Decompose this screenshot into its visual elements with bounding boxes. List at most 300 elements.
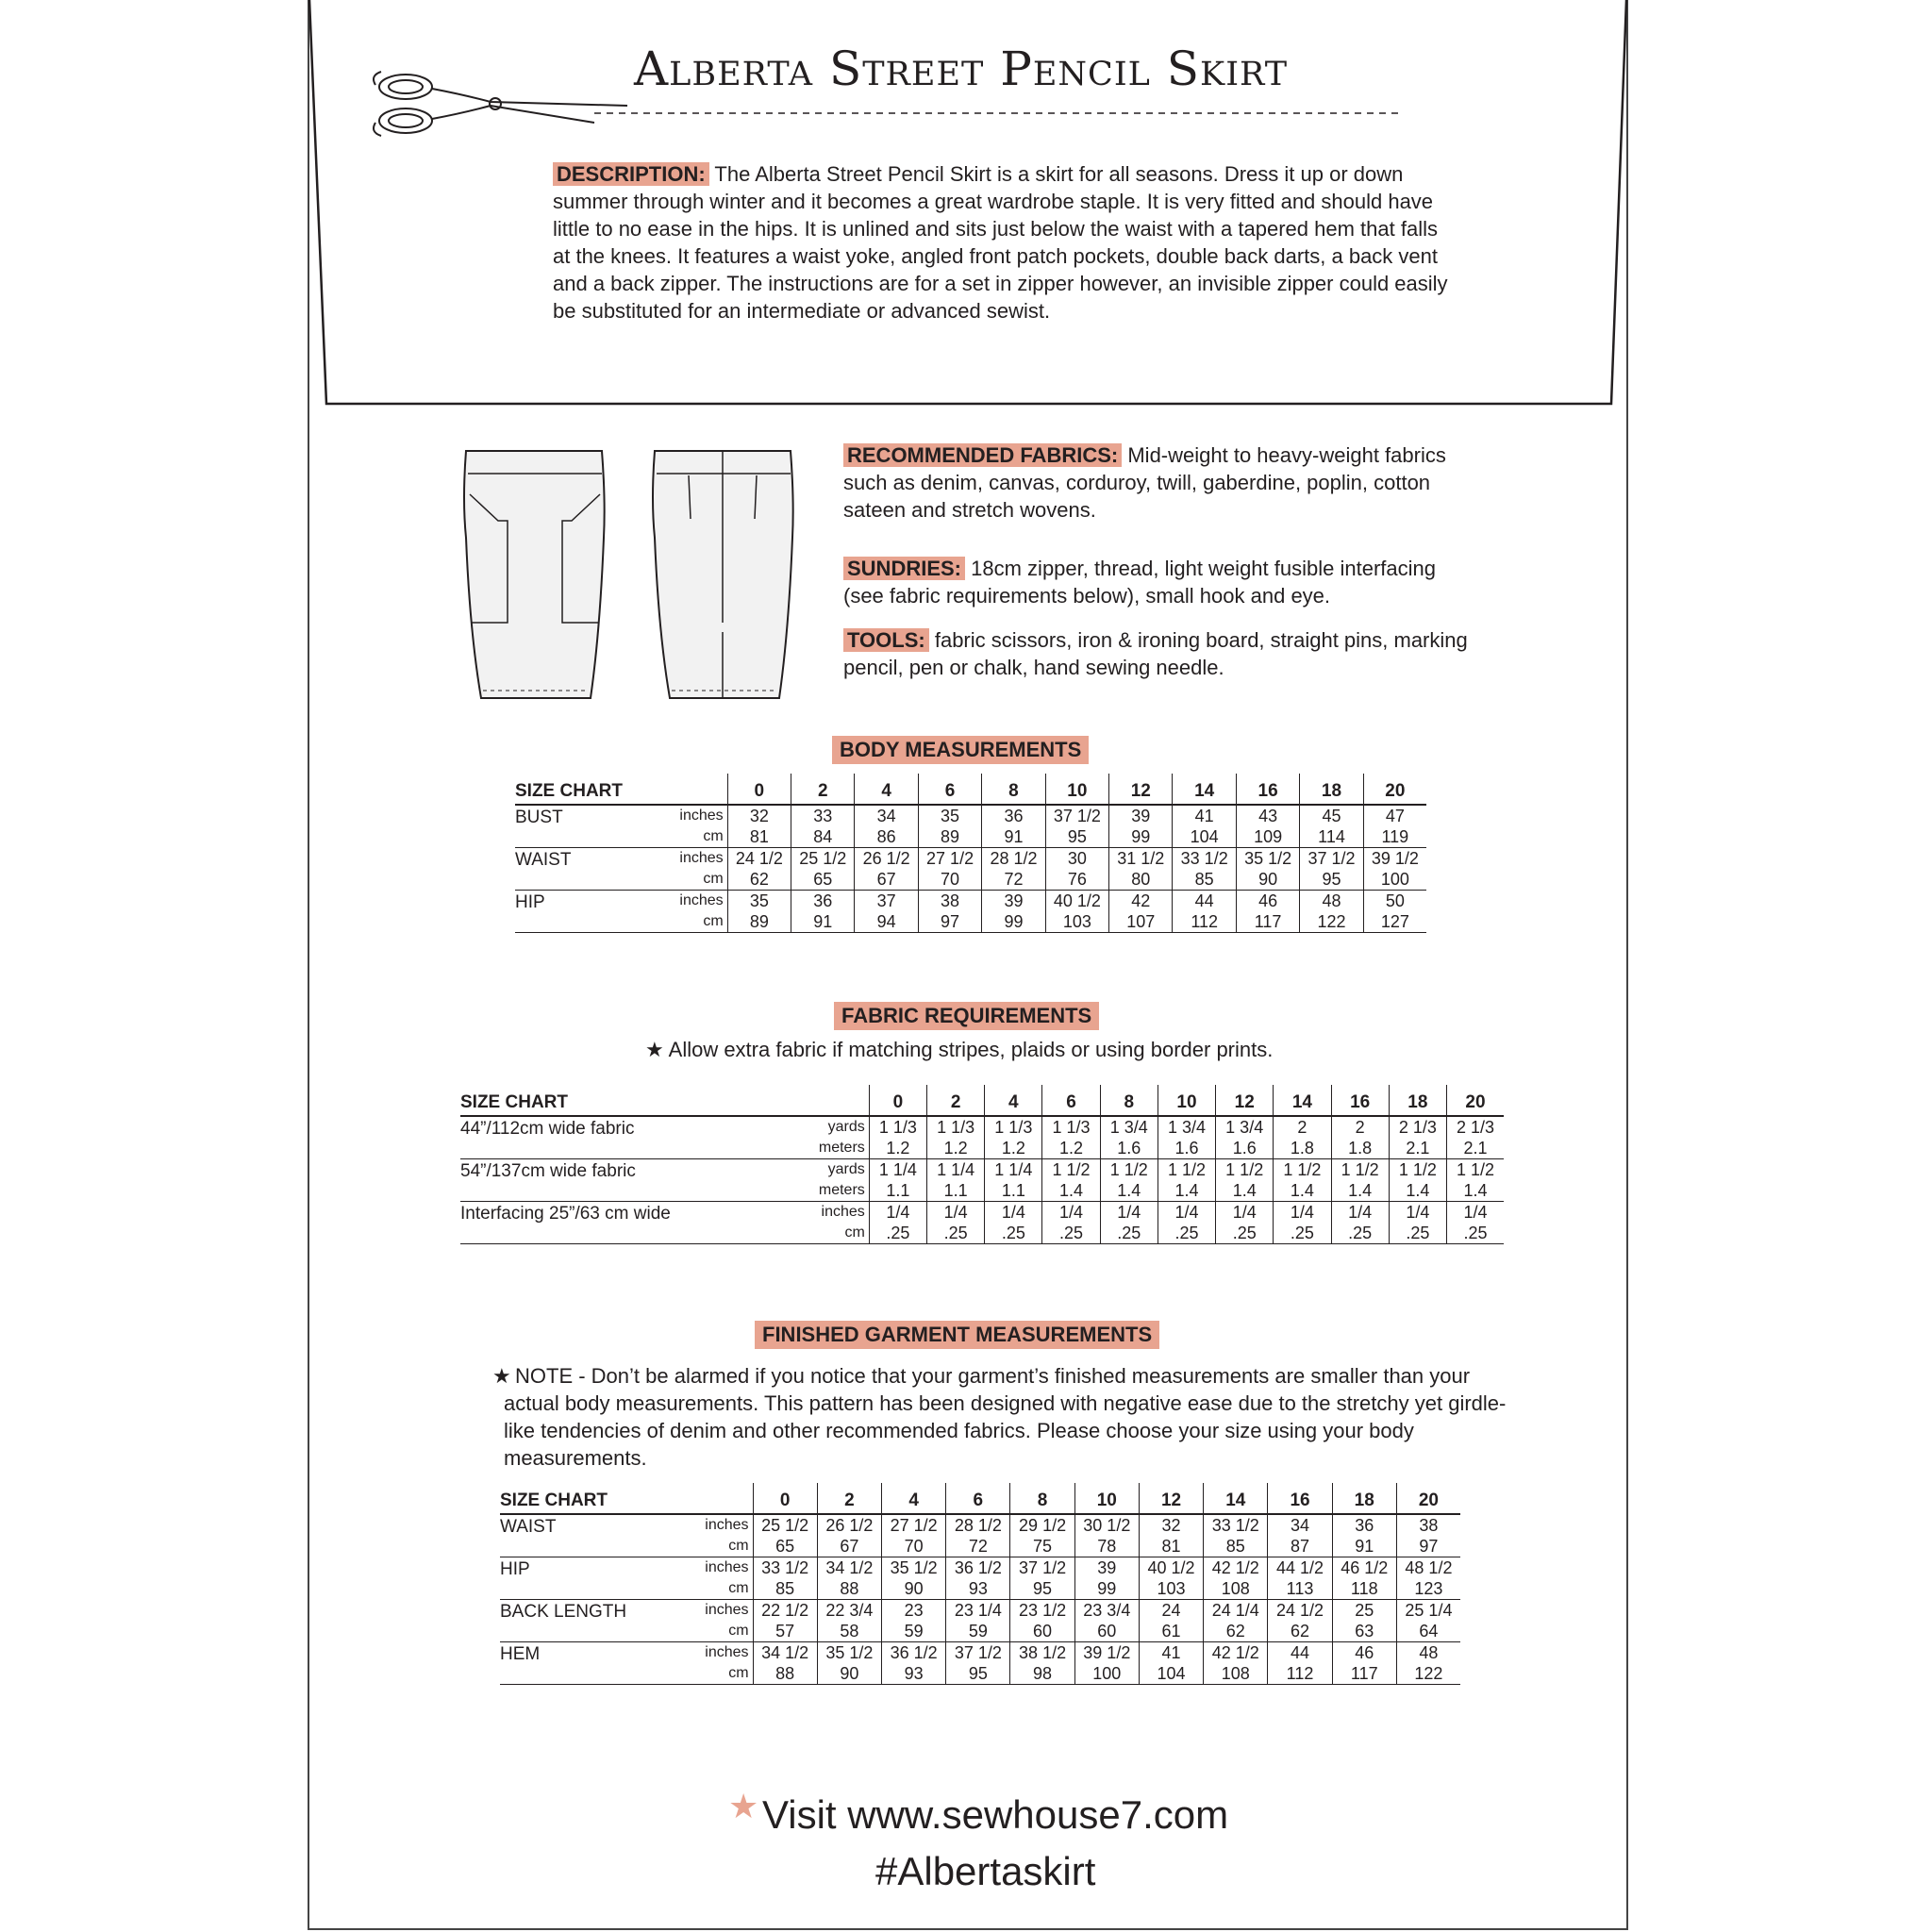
value-primary: 44 bbox=[1290, 1643, 1310, 1662]
unit-label: cm bbox=[728, 1665, 749, 1681]
measurement-cell bbox=[1389, 1202, 1446, 1244]
measurement-cell bbox=[1204, 1514, 1268, 1557]
measurement-cell bbox=[727, 848, 791, 891]
value-primary: 39 bbox=[1131, 807, 1151, 825]
value-secondary: 1.8 bbox=[1290, 1139, 1314, 1158]
size-header: 16 bbox=[1236, 774, 1299, 805]
measurement-cell bbox=[1268, 1600, 1332, 1642]
value-secondary: 62 bbox=[749, 870, 769, 889]
measurement-cell bbox=[1331, 1116, 1389, 1159]
measurement-cell bbox=[1139, 1600, 1203, 1642]
value-primary: 32 bbox=[1161, 1516, 1181, 1535]
description-label: DESCRIPTION: bbox=[553, 162, 709, 186]
size-header: 10 bbox=[1158, 1085, 1215, 1116]
unit-labels bbox=[683, 1600, 753, 1642]
value-secondary: 62 bbox=[1290, 1622, 1310, 1641]
row-label: WAIST bbox=[500, 1514, 683, 1557]
value-primary: 1/4 bbox=[886, 1203, 910, 1222]
row-label: BUST bbox=[515, 805, 629, 848]
value-primary: 35 1/2 bbox=[1244, 849, 1292, 868]
measurement-cell bbox=[1300, 805, 1363, 848]
size-header: 14 bbox=[1173, 774, 1236, 805]
unit-label: cm bbox=[703, 871, 724, 887]
value-secondary: 88 bbox=[840, 1579, 859, 1598]
value-primary: 42 bbox=[1131, 891, 1151, 910]
value-secondary: 109 bbox=[1254, 827, 1283, 846]
value-secondary: 60 bbox=[1033, 1622, 1053, 1641]
value-secondary: 1.4 bbox=[1174, 1181, 1199, 1200]
measurement-cell bbox=[869, 1116, 926, 1159]
value-primary: 22 1/2 bbox=[761, 1601, 809, 1620]
value-primary: 40 1/2 bbox=[1147, 1558, 1195, 1577]
measurement-cell bbox=[1139, 1642, 1203, 1685]
page-title: Alberta Street Pencil Skirt bbox=[634, 42, 1289, 96]
row-label: 54”/137cm wide fabric bbox=[460, 1159, 791, 1202]
value-secondary: 1.1 bbox=[943, 1181, 968, 1200]
value-secondary: 59 bbox=[904, 1622, 924, 1641]
value-primary: 1 1/4 bbox=[937, 1160, 975, 1179]
unit-label: meters bbox=[818, 1182, 865, 1198]
value-secondary: 99 bbox=[1131, 827, 1151, 846]
measurement-cell bbox=[982, 891, 1045, 933]
measurement-cell bbox=[1010, 1514, 1074, 1557]
measurement-cell bbox=[1045, 805, 1108, 848]
value-secondary: 94 bbox=[876, 912, 896, 931]
value-primary: 1 1/2 bbox=[1225, 1160, 1264, 1179]
measurement-cell bbox=[946, 1600, 1010, 1642]
table-row bbox=[460, 1202, 1504, 1244]
measurement-cell bbox=[918, 891, 981, 933]
value-secondary: 1.4 bbox=[1290, 1181, 1314, 1200]
value-secondary: 114 bbox=[1318, 827, 1345, 846]
measurement-cell bbox=[1396, 1557, 1460, 1600]
value-primary: 48 bbox=[1322, 891, 1341, 910]
value-secondary: .25 bbox=[1348, 1224, 1373, 1242]
value-primary: 38 bbox=[1419, 1516, 1439, 1535]
measurement-cell bbox=[1396, 1514, 1460, 1557]
unit-labels bbox=[629, 805, 727, 848]
scissors-icon bbox=[368, 66, 632, 142]
value-secondary: 113 bbox=[1286, 1579, 1314, 1598]
value-primary: 24 1/4 bbox=[1211, 1601, 1259, 1620]
value-secondary: 103 bbox=[1062, 912, 1091, 931]
measurement-cell bbox=[855, 848, 918, 891]
tools-block bbox=[843, 626, 1475, 681]
value-secondary: 72 bbox=[968, 1537, 988, 1556]
value-secondary: 1.8 bbox=[1348, 1139, 1373, 1158]
value-primary: 36 bbox=[813, 891, 833, 910]
measurement-cell bbox=[985, 1116, 1042, 1159]
size-header: 12 bbox=[1109, 774, 1173, 805]
value-secondary: 1.2 bbox=[1059, 1139, 1084, 1158]
value-secondary: 88 bbox=[775, 1664, 795, 1683]
value-secondary: 122 bbox=[1317, 912, 1346, 931]
tools-label: TOOLS: bbox=[843, 628, 929, 652]
value-secondary: 127 bbox=[1380, 912, 1409, 931]
value-secondary: 97 bbox=[1419, 1537, 1439, 1556]
value-primary: 37 1/2 bbox=[1019, 1558, 1067, 1577]
size-header: 16 bbox=[1268, 1483, 1332, 1514]
value-secondary: 97 bbox=[941, 912, 960, 931]
measurement-cell bbox=[1074, 1557, 1139, 1600]
value-primary: 26 1/2 bbox=[825, 1516, 874, 1535]
value-primary: 29 1/2 bbox=[1019, 1516, 1067, 1535]
measurement-cell bbox=[1332, 1514, 1396, 1557]
value-primary: 1 1/4 bbox=[878, 1160, 917, 1179]
value-secondary: 81 bbox=[1161, 1537, 1181, 1556]
value-primary: 24 bbox=[1161, 1601, 1181, 1620]
value-secondary: 62 bbox=[1225, 1622, 1245, 1641]
description-block bbox=[553, 160, 1458, 325]
value-primary: 42 1/2 bbox=[1211, 1558, 1259, 1577]
measurement-cell bbox=[1389, 1116, 1446, 1159]
measurement-cell bbox=[727, 891, 791, 933]
value-primary: 23 3/4 bbox=[1083, 1601, 1131, 1620]
value-primary: 45 bbox=[1322, 807, 1341, 825]
measurement-cell bbox=[1236, 891, 1299, 933]
value-primary: 28 1/2 bbox=[990, 849, 1038, 868]
measurement-cell bbox=[1363, 891, 1426, 933]
value-secondary: 1.2 bbox=[943, 1139, 968, 1158]
measurement-cell bbox=[982, 848, 1045, 891]
finished-measurements-table bbox=[500, 1483, 1460, 1685]
unit-label: yards bbox=[827, 1119, 865, 1135]
measurement-cell bbox=[1204, 1642, 1268, 1685]
value-primary: 37 1/2 bbox=[954, 1643, 1002, 1662]
measurement-cell bbox=[1396, 1642, 1460, 1685]
value-secondary: 59 bbox=[968, 1622, 988, 1641]
value-primary: 24 1/2 bbox=[735, 849, 783, 868]
measurement-cell bbox=[1173, 805, 1236, 848]
unit-label: inches bbox=[705, 1644, 749, 1660]
size-header: 10 bbox=[1074, 1483, 1139, 1514]
value-primary: 34 bbox=[1290, 1516, 1310, 1535]
value-primary: 32 bbox=[749, 807, 769, 825]
value-primary: 41 bbox=[1161, 1643, 1181, 1662]
value-primary: 43 bbox=[1258, 807, 1278, 825]
table-row bbox=[500, 1600, 1460, 1642]
value-primary: 1 3/4 bbox=[1109, 1118, 1148, 1137]
value-primary: 2 bbox=[1355, 1118, 1365, 1137]
measurement-cell bbox=[1446, 1202, 1504, 1244]
value-primary: 1 1/3 bbox=[1052, 1118, 1091, 1137]
value-primary: 34 1/2 bbox=[825, 1558, 874, 1577]
value-primary: 1/4 bbox=[1232, 1203, 1257, 1222]
value-primary: 46 bbox=[1258, 891, 1278, 910]
value-primary: 33 1/2 bbox=[1180, 849, 1228, 868]
value-primary: 27 1/2 bbox=[890, 1516, 938, 1535]
measurement-cell bbox=[982, 805, 1045, 848]
measurement-cell bbox=[881, 1514, 945, 1557]
value-secondary: .25 bbox=[1059, 1224, 1084, 1242]
measurement-cell bbox=[855, 891, 918, 933]
measurement-cell bbox=[1045, 848, 1108, 891]
measurement-cell bbox=[1010, 1642, 1074, 1685]
value-primary: 1/4 bbox=[1406, 1203, 1430, 1222]
measurement-cell bbox=[1010, 1557, 1074, 1600]
value-primary: 1/4 bbox=[1174, 1203, 1199, 1222]
measurement-cell bbox=[1173, 891, 1236, 933]
value-primary: 1 1/2 bbox=[1283, 1160, 1322, 1179]
size-header: 18 bbox=[1389, 1085, 1446, 1116]
measurement-cell bbox=[1158, 1159, 1215, 1202]
value-secondary: 95 bbox=[1033, 1579, 1053, 1598]
row-label: HIP bbox=[515, 891, 629, 933]
value-primary: 50 bbox=[1385, 891, 1405, 910]
value-primary: 1/4 bbox=[1059, 1203, 1084, 1222]
measurement-cell bbox=[927, 1159, 985, 1202]
unit-label: inches bbox=[679, 808, 724, 824]
measurement-cell bbox=[1332, 1600, 1396, 1642]
value-primary: 39 1/2 bbox=[1371, 849, 1419, 868]
value-primary: 37 bbox=[876, 891, 896, 910]
value-secondary: 99 bbox=[1004, 912, 1024, 931]
size-header: 0 bbox=[727, 774, 791, 805]
measurement-cell bbox=[1363, 805, 1426, 848]
measurement-cell bbox=[817, 1514, 881, 1557]
measurement-cell bbox=[1173, 848, 1236, 891]
measurement-cell bbox=[791, 848, 855, 891]
value-secondary: 112 bbox=[1191, 912, 1219, 931]
value-primary: 36 bbox=[1004, 807, 1024, 825]
value-primary: 33 1/2 bbox=[1211, 1516, 1259, 1535]
fabrics-text: Mid-weight to heavy-weight fabrics such as denim, canvas, corduroy, twill, gaberdine, poplin, cotton sateen and stretch wovens. bbox=[843, 443, 1446, 522]
value-secondary: 90 bbox=[904, 1579, 924, 1598]
value-primary: 27 1/2 bbox=[926, 849, 974, 868]
measurement-cell bbox=[881, 1557, 945, 1600]
measurement-cell bbox=[1158, 1202, 1215, 1244]
size-header: 6 bbox=[946, 1483, 1010, 1514]
measurement-cell bbox=[1274, 1159, 1331, 1202]
value-secondary: 1.4 bbox=[1059, 1181, 1084, 1200]
value-primary: 42 1/2 bbox=[1211, 1643, 1259, 1662]
unit-labels bbox=[629, 848, 727, 891]
unit-label: cm bbox=[728, 1580, 749, 1596]
unit-labels bbox=[791, 1116, 870, 1159]
unit-labels bbox=[791, 1159, 870, 1202]
unit-label: cm bbox=[728, 1538, 749, 1554]
value-secondary: 103 bbox=[1157, 1579, 1186, 1598]
value-secondary: 95 bbox=[1322, 870, 1341, 889]
value-primary: 22 3/4 bbox=[825, 1601, 874, 1620]
measurement-cell bbox=[727, 805, 791, 848]
value-secondary: .25 bbox=[1406, 1224, 1430, 1242]
measurement-cell bbox=[1109, 848, 1173, 891]
value-secondary: 117 bbox=[1254, 912, 1282, 931]
measurement-cell bbox=[1042, 1202, 1100, 1244]
tools-text: fabric scissors, iron & ironing board, straight pins, marking pencil, pen or chalk, hand sewing needle. bbox=[843, 628, 1468, 679]
value-primary: 37 1/2 bbox=[1307, 849, 1356, 868]
measurement-cell bbox=[946, 1514, 1010, 1557]
measurement-cell bbox=[817, 1557, 881, 1600]
value-secondary: 118 bbox=[1350, 1579, 1378, 1598]
value-primary: 1 1/2 bbox=[1341, 1160, 1379, 1179]
website-link[interactable]: Visit www.sewhouse7.com bbox=[762, 1792, 1229, 1837]
value-primary: 1/4 bbox=[1001, 1203, 1025, 1222]
measurement-cell bbox=[1216, 1202, 1274, 1244]
measurement-cell bbox=[1074, 1642, 1139, 1685]
value-secondary: 72 bbox=[1004, 870, 1024, 889]
measurement-cell bbox=[1332, 1642, 1396, 1685]
measurement-cell bbox=[1100, 1159, 1158, 1202]
table-row bbox=[515, 805, 1426, 848]
measurement-cell bbox=[1274, 1116, 1331, 1159]
value-primary: 46 bbox=[1355, 1643, 1374, 1662]
star-bullet-icon: ★ bbox=[492, 1364, 511, 1388]
value-secondary: 1.4 bbox=[1406, 1181, 1430, 1200]
value-primary: 36 1/2 bbox=[954, 1558, 1002, 1577]
value-primary: 25 bbox=[1355, 1601, 1374, 1620]
value-secondary: 108 bbox=[1221, 1579, 1250, 1598]
value-primary: 2 bbox=[1297, 1118, 1307, 1137]
value-secondary: 90 bbox=[1258, 870, 1278, 889]
value-primary: 35 1/2 bbox=[825, 1643, 874, 1662]
value-secondary: 1.4 bbox=[1232, 1181, 1257, 1200]
value-secondary: 112 bbox=[1286, 1664, 1314, 1683]
value-primary: 35 bbox=[941, 807, 960, 825]
value-primary: 1 1/3 bbox=[878, 1118, 917, 1137]
unit-labels bbox=[683, 1642, 753, 1685]
value-secondary: 2.1 bbox=[1406, 1139, 1430, 1158]
value-primary: 1 1/2 bbox=[1167, 1160, 1206, 1179]
size-header: 18 bbox=[1332, 1483, 1396, 1514]
value-secondary: 86 bbox=[876, 827, 896, 846]
value-secondary: 70 bbox=[941, 870, 960, 889]
size-header: 10 bbox=[1045, 774, 1108, 805]
unit-label: inches bbox=[679, 892, 724, 908]
measurement-cell bbox=[791, 891, 855, 933]
value-secondary: 78 bbox=[1097, 1537, 1117, 1556]
measurement-cell bbox=[1045, 891, 1108, 933]
value-secondary: 93 bbox=[904, 1664, 924, 1683]
hashtag: #Albertaskirt bbox=[875, 1849, 1096, 1893]
skirt-front-back-drawing bbox=[453, 443, 811, 708]
value-primary: 30 1/2 bbox=[1083, 1516, 1131, 1535]
size-header: 20 bbox=[1396, 1483, 1460, 1514]
measurement-cell bbox=[753, 1557, 817, 1600]
value-primary: 1 1/3 bbox=[994, 1118, 1033, 1137]
finished-note-text: NOTE - Don’t be alarmed if you notice that your garment’s finished measurements are smaller than your actual body measurements. This pattern has been designed with negative ease due to the stretchy yet girdle-like tendencies of denim and other recommended fabrics. Please choose your size using your body measurements. bbox=[504, 1364, 1507, 1470]
sundries-text: 18cm zipper, thread, light weight fusible interfacing (see fabric requirements below), small hook and eye. bbox=[843, 557, 1436, 608]
body-measurements-heading: BODY MEASUREMENTS bbox=[832, 736, 1089, 764]
value-primary: 1/4 bbox=[1290, 1203, 1314, 1222]
value-secondary: 67 bbox=[840, 1537, 859, 1556]
value-primary: 1 1/2 bbox=[1456, 1160, 1494, 1179]
table-row bbox=[500, 1557, 1460, 1600]
measurement-cell bbox=[881, 1600, 945, 1642]
value-secondary: 58 bbox=[840, 1622, 859, 1641]
measurement-cell bbox=[1389, 1159, 1446, 1202]
measurement-cell bbox=[817, 1642, 881, 1685]
unit-label: yards bbox=[827, 1161, 865, 1177]
value-secondary: .25 bbox=[1290, 1224, 1314, 1242]
size-header: 14 bbox=[1274, 1085, 1331, 1116]
unit-label: cm bbox=[703, 913, 724, 929]
value-primary: 1 1/2 bbox=[1109, 1160, 1148, 1179]
description-text: The Alberta Street Pencil Skirt is a skirt for all seasons. Dress it up or down summer through winter and it becomes a great wardrobe staple. It is very fitted and should have little to no ease in the hips. It is unlined and sits just below the waist with a tapered hem that falls at the knees. It features a waist yoke, angled front patch pockets, double back darts, a back vent and a back zipper. The instructions are for a set in zipper however, an invisible zipper could easily be substituted for an intermediate or advanced sewist. bbox=[553, 162, 1448, 323]
size-chart-header: SIZE CHART bbox=[460, 1085, 869, 1116]
measurement-cell bbox=[753, 1514, 817, 1557]
size-chart-header: SIZE CHART bbox=[500, 1483, 753, 1514]
value-secondary: 89 bbox=[749, 912, 769, 931]
value-primary: 1 1/4 bbox=[994, 1160, 1033, 1179]
value-primary: 44 bbox=[1194, 891, 1214, 910]
value-secondary: 1.2 bbox=[1001, 1139, 1025, 1158]
value-primary: 1/4 bbox=[1117, 1203, 1141, 1222]
value-primary: 1 1/2 bbox=[1398, 1160, 1437, 1179]
measurement-cell bbox=[1158, 1116, 1215, 1159]
value-primary: 1 3/4 bbox=[1167, 1118, 1206, 1137]
size-header: 2 bbox=[791, 774, 855, 805]
value-primary: 24 1/2 bbox=[1275, 1601, 1324, 1620]
size-header: 12 bbox=[1216, 1085, 1274, 1116]
measurement-cell bbox=[855, 805, 918, 848]
value-primary: 44 1/2 bbox=[1275, 1558, 1324, 1577]
value-secondary: 100 bbox=[1380, 870, 1409, 889]
value-secondary: 65 bbox=[813, 870, 833, 889]
fabrics-block bbox=[843, 441, 1475, 524]
size-header: 8 bbox=[1100, 1085, 1158, 1116]
value-secondary: 80 bbox=[1131, 870, 1151, 889]
size-header: 4 bbox=[855, 774, 918, 805]
row-label: HIP bbox=[500, 1557, 683, 1600]
value-secondary: 104 bbox=[1157, 1664, 1186, 1683]
value-primary: 1/4 bbox=[1348, 1203, 1373, 1222]
value-primary: 34 1/2 bbox=[761, 1643, 809, 1662]
value-secondary: 91 bbox=[1355, 1537, 1374, 1556]
measurement-cell bbox=[1204, 1600, 1268, 1642]
unit-label: cm bbox=[728, 1623, 749, 1639]
row-label: 44”/112cm wide fabric bbox=[460, 1116, 791, 1159]
unit-label: cm bbox=[844, 1224, 865, 1241]
measurement-cell bbox=[1139, 1514, 1203, 1557]
value-secondary: 1.4 bbox=[1348, 1181, 1373, 1200]
measurement-cell bbox=[1100, 1202, 1158, 1244]
value-secondary: 117 bbox=[1350, 1664, 1378, 1683]
value-primary: 1 1/3 bbox=[937, 1118, 975, 1137]
size-header: 6 bbox=[1042, 1085, 1100, 1116]
measurement-cell bbox=[1331, 1159, 1389, 1202]
value-secondary: 100 bbox=[1092, 1664, 1122, 1683]
table-row bbox=[460, 1159, 1504, 1202]
size-header: 4 bbox=[881, 1483, 945, 1514]
fabric-note bbox=[645, 1036, 1273, 1063]
table-row bbox=[460, 1116, 1504, 1159]
measurement-cell bbox=[918, 805, 981, 848]
value-secondary: 64 bbox=[1419, 1622, 1439, 1641]
value-secondary: 67 bbox=[876, 870, 896, 889]
value-primary: 35 1/2 bbox=[890, 1558, 938, 1577]
measurement-cell bbox=[791, 805, 855, 848]
value-secondary: 76 bbox=[1067, 870, 1087, 889]
fabric-requirements-table bbox=[460, 1085, 1504, 1244]
measurement-cell bbox=[946, 1557, 1010, 1600]
measurement-cell bbox=[1396, 1600, 1460, 1642]
measurement-cell bbox=[1331, 1202, 1389, 1244]
measurement-cell bbox=[1268, 1557, 1332, 1600]
fabrics-label: RECOMMENDED FABRICS: bbox=[843, 443, 1122, 467]
finished-note bbox=[492, 1362, 1511, 1472]
value-secondary: 60 bbox=[1097, 1622, 1117, 1641]
value-primary: 39 bbox=[1004, 891, 1024, 910]
value-secondary: 1.4 bbox=[1463, 1181, 1488, 1200]
value-secondary: 85 bbox=[1225, 1537, 1245, 1556]
value-primary: 38 bbox=[941, 891, 960, 910]
value-secondary: 2.1 bbox=[1463, 1139, 1488, 1158]
value-secondary: 89 bbox=[941, 827, 960, 846]
unit-labels bbox=[791, 1202, 870, 1244]
value-secondary: 87 bbox=[1290, 1537, 1310, 1556]
